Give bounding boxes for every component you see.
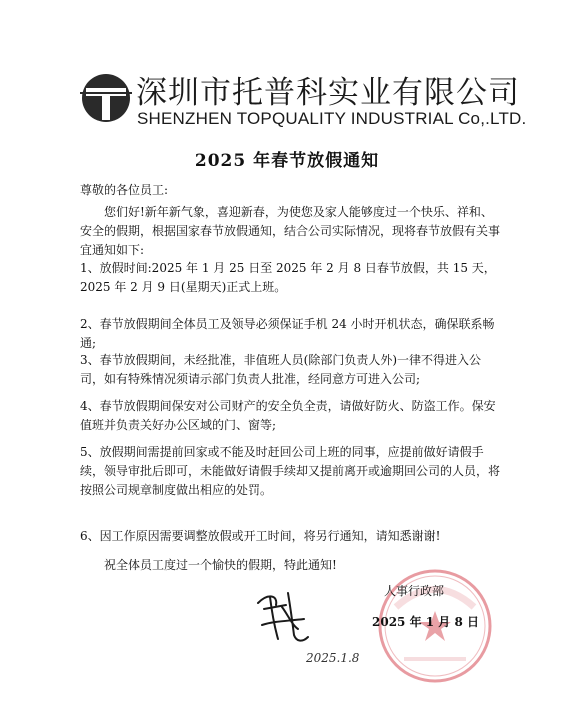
document-title: 2025 年春节放假通知 [194, 151, 380, 171]
notice-item-3: 3、春节放假期间，未经批准，非值班人员(除部门负责人外)一律不得进入公司，如有特殊情况须请示部门负责人批准，经同意方可进入公司; [80, 353, 482, 386]
company-name-cn: 深圳市托普科实业有限公司 [136, 75, 520, 111]
closing-line: 祝全体员工度过一个愉快的假期，特此通知! [104, 558, 337, 572]
notice-item-4: 4、春节放假期间保安对公司财产的安全负全责，请做好防火、防盗工作。保安值班并负责关好办公区域的门、窗等; [80, 399, 496, 432]
company-header [80, 72, 527, 132]
notice-item-5: 5、放假期间需提前回家或不能及时赶回公司上班的同事，应提前做好请假手续，领导审批后即可，未能做好请假手续却又提前离开或逾期回公司的人员，将按照公司规章制度做出相应的处罚。 [80, 445, 501, 497]
handwritten-date: 2025.1.8 [306, 651, 360, 665]
intro-paragraph: 您们好!新年新气象，喜迎新春，为使您及家人能够度过一个快乐、祥和、安全的假期，根据国家春节放假通知，结合公司实际情况，现将春节放假有关事宜通知如下: [80, 205, 501, 257]
greeting: 尊敬的各位员工: [80, 183, 169, 197]
notice-item-2: 2、春节放假期间全体员工及领导必须保证手机 24 小时开机状态，确保联系畅通; [80, 317, 495, 350]
issue-date: 2025 年 1 月 8 日 [372, 615, 479, 629]
company-logo-icon [80, 72, 132, 124]
notice-item-1: 1、放假时间:2025 年 1 月 25 日至 2025 年 2 月 8 日春节放假，共 15 天，2025 年 2 月 9 日(星期天)正式上班。 [80, 261, 496, 294]
issuing-department: 人事行政部 [384, 584, 445, 598]
company-name-en: SHENZHEN TOPQUALITY INDUSTRIAL Co,.LTD. [137, 109, 527, 128]
handwritten-signature [248, 585, 314, 647]
notice-item-6: 6、因工作原因需要调整放假或开工时间，将另行通知，请知悉谢谢! [80, 529, 441, 543]
